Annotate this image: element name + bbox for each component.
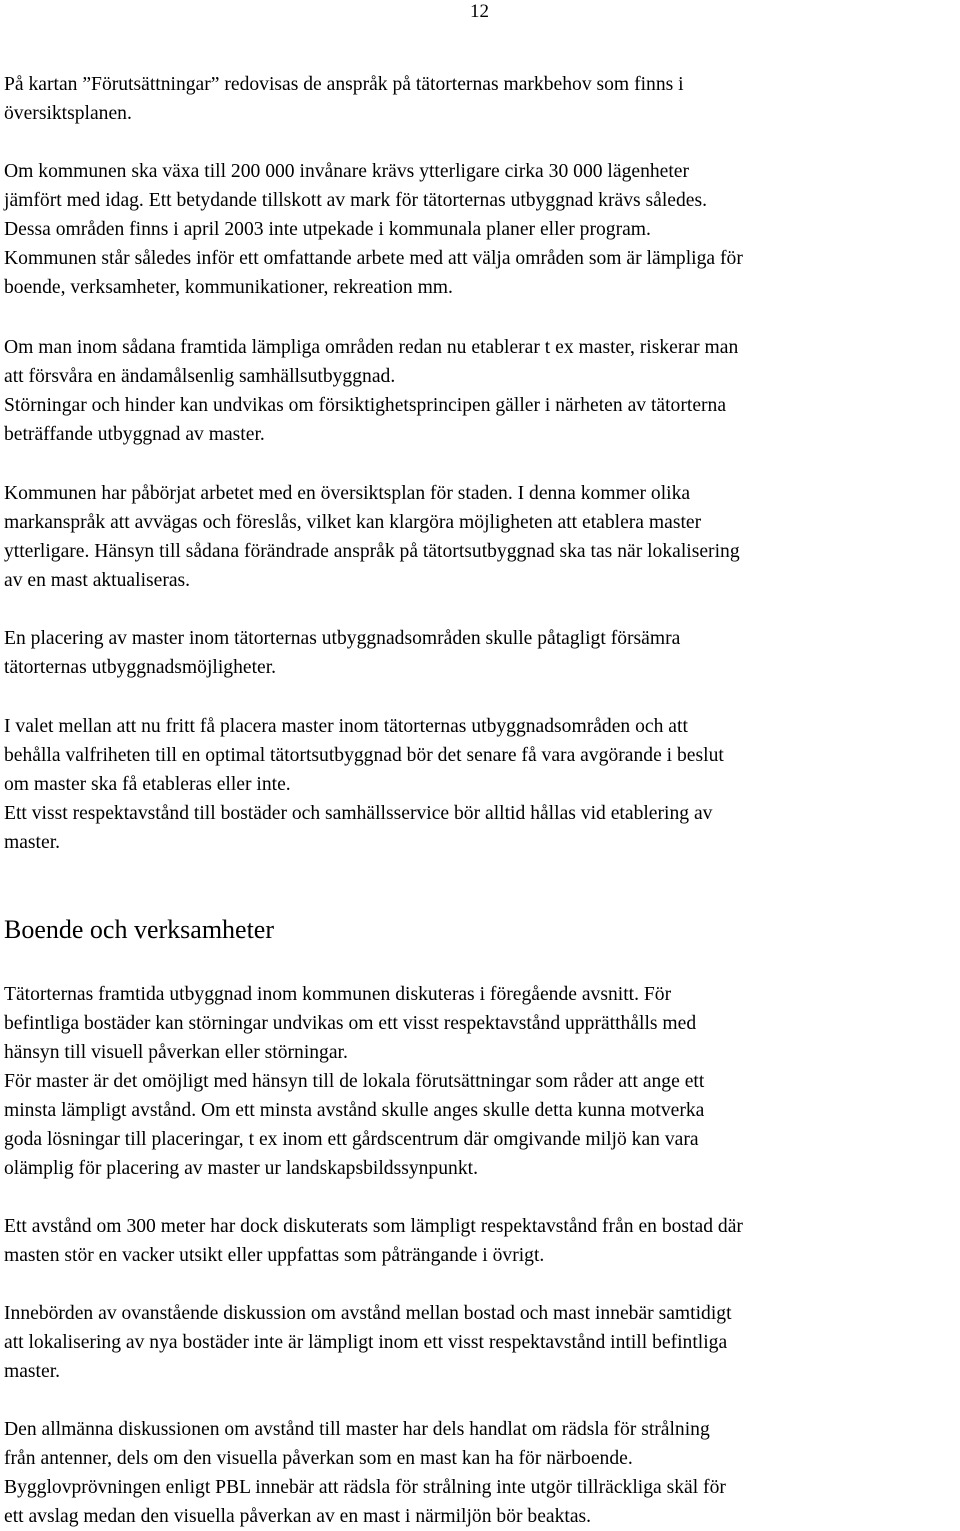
paragraph [4,333,954,449]
text-line: från antenner, dels om den visuella påverkan som en mast kan ha för närboende. [4,1448,633,1469]
text-line: Bygglovprövningen enligt PBL innebär att rädsla för strålning inte utgör tillräckliga skäl för [4,1477,726,1498]
text-line: Den allmänna diskussionen om avstånd till master har dels handlat om rädsla för strålning [4,1419,710,1440]
paragraph [4,479,954,595]
text-line: ytterligare. Hänsyn till sådana förändrade anspråk på tätortsutbyggnad ska tas när lokalisering [4,541,740,562]
text-line: markanspråk att avvägas och föreslås, vilket kan klargöra möjligheten att etablera master [4,512,702,533]
text-line: Kommunen står således inför ett omfattande arbete med att välja områden som är lämpliga för [4,248,743,269]
text-line: På kartan ”Förutsättningar” redovisas de anspråk på tätorternas markbehov som finns i [4,74,684,95]
text-line: ett avslag medan den visuella påverkan av en mast i närmiljön bör beaktas. [4,1506,592,1527]
text-line: I valet mellan att nu fritt få placera master inom tätorternas utbyggnadsområden och att [4,716,688,737]
text-line: Tätorternas framtida utbyggnad inom kommunen diskuteras i föregående avsnitt. För [4,984,672,1005]
paragraph [4,624,954,682]
text-line: av en mast aktualiseras. [4,570,191,591]
text-line: Ett visst respektavstånd till bostäder och samhällsservice bör alltid hållas vid etablering av [4,803,713,824]
text-line: Störningar och hinder kan undvikas om försiktighetsprincipen gäller i närheten av tätorterna [4,395,727,416]
text-line: masten stör en vacker utsikt eller uppfattas som påträngande i övrigt. [4,1245,545,1266]
text-line: jämfört med idag. Ett betydande tillskott av mark för tätorternas utbyggnad krävs således. [4,190,708,211]
text-line: Om man inom sådana framtida lämpliga områden redan nu etablerar t ex master, riskerar man [4,337,739,358]
text-line: om master ska få etableras eller inte. [4,774,291,795]
text-line: tätorternas utbyggnadsmöjligheter. [4,657,277,678]
paragraph [4,1212,954,1270]
paragraph [4,712,954,857]
text-line: behålla valfriheten till en optimal tätortsutbyggnad bör det senare få vara avgörande i beslut [4,745,724,766]
page-number: 12 [470,1,489,22]
text-line: Dessa områden finns i april 2003 inte utpekade i kommunala planer eller program. [4,219,651,240]
text-line: För master är det omöjligt med hänsyn till de lokala förutsättningar som råder att ange ett [4,1071,705,1092]
text-line: att försvåra en ändamålsenlig samhällsutbyggnad. [4,366,396,387]
text-line: Ett avstånd om 300 meter har dock diskuterats som lämpligt respektavstånd från en bostad där [4,1216,743,1237]
text-line: En placering av master inom tätorternas utbyggnadsområden skulle påtagligt försämra [4,628,681,649]
text-line: goda lösningar till placeringar, t ex inom ett gårdscentrum där omgivande miljö kan vara [4,1129,699,1150]
text-line: beträffande utbyggnad av master. [4,424,265,445]
text-line: Om kommunen ska växa till 200 000 invånare krävs ytterligare cirka 30 000 lägenheter [4,161,690,182]
text-line: översiktsplanen. [4,103,132,124]
paragraph [4,1415,954,1531]
text-line: Innebörden av ovanstående diskussion om avstånd mellan bostad och mast innebär samtidigt [4,1303,732,1324]
text-line: boende, verksamheter, kommunikationer, rekreation mm. [4,277,453,298]
paragraph [4,1299,954,1386]
paragraph [4,980,954,1183]
text-line: hänsyn till visuell påverkan eller störningar. [4,1042,348,1063]
section-heading: Boende och verksamheter [4,915,275,944]
text-line: befintliga bostäder kan störningar undvikas om ett visst respektavstånd upprätthålls med [4,1013,697,1034]
paragraph [4,70,954,128]
paragraph [4,157,954,302]
text-line: att lokalisering av nya bostäder inte är lämpligt inom ett visst respektavstånd intill befintliga [4,1332,728,1353]
text-line: Kommunen har påbörjat arbetet med en översiktsplan för staden. I denna kommer olika [4,483,691,504]
text-line: olämplig för placering av master ur landskapsbildssynpunkt. [4,1158,478,1179]
text-line: minsta lämpligt avstånd. Om ett minsta avstånd skulle anges skulle detta kunna motverka [4,1100,705,1121]
text-line: master. [4,832,61,853]
text-line: master. [4,1361,61,1382]
